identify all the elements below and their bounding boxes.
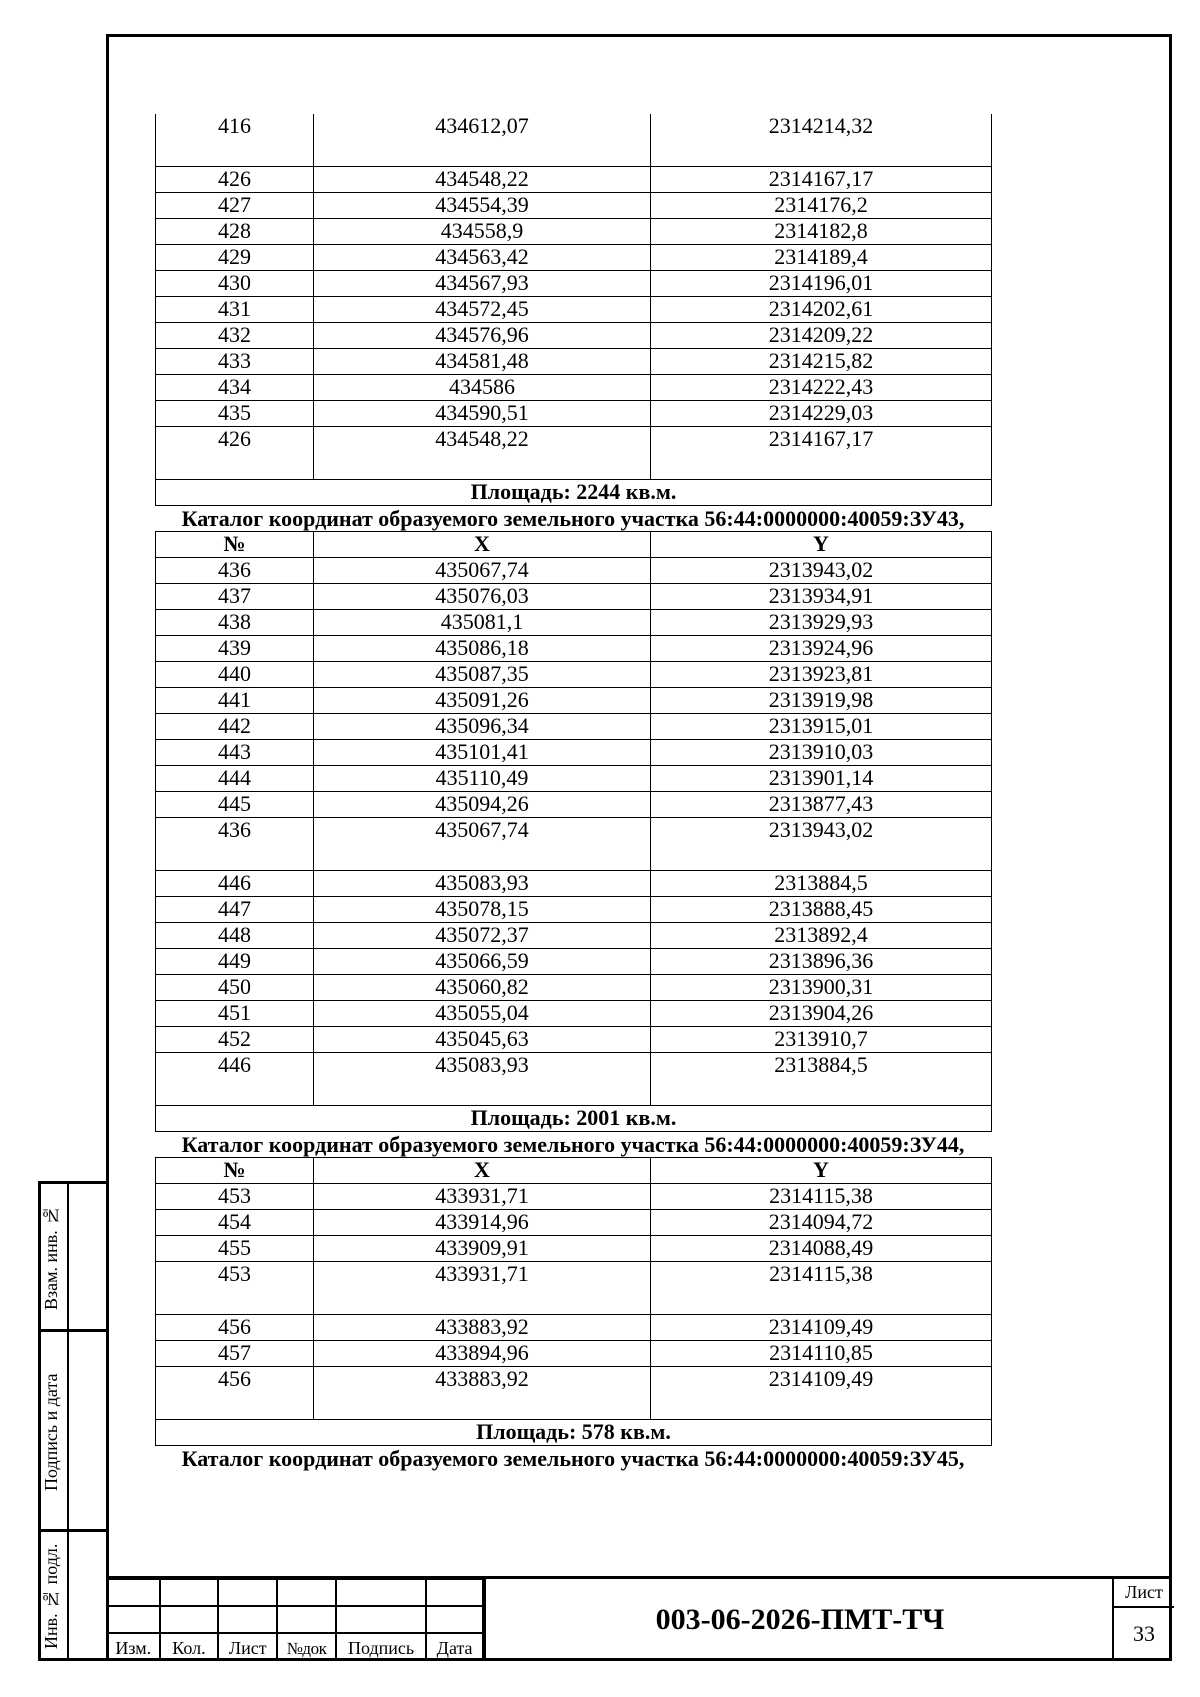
- coord-x: 435094,26: [314, 792, 651, 818]
- col-header-x: X: [314, 1158, 651, 1184]
- table-row: [156, 219, 992, 245]
- table-row: [156, 401, 992, 427]
- coord-y: 2313900,31: [651, 975, 992, 1001]
- coord-y: 2313877,43: [651, 792, 992, 818]
- revision-labels-row: [107, 1633, 483, 1660]
- area-row: [156, 1106, 992, 1132]
- table-header-row: [156, 1158, 992, 1184]
- point-number: 454: [156, 1210, 314, 1236]
- coord-y: 2313910,7: [651, 1027, 992, 1053]
- table-row: [156, 897, 992, 923]
- area-row: [156, 1420, 992, 1446]
- coord-y: 2314109,49: [651, 1367, 992, 1420]
- coord-y: 2313943,02: [651, 558, 992, 584]
- area-total: Площадь: 578 кв.м.: [156, 1420, 992, 1446]
- col-header-y: Y: [651, 1158, 992, 1184]
- coord-y: 2314094,72: [651, 1210, 992, 1236]
- point-number: 445: [156, 792, 314, 818]
- table-row: [156, 1236, 992, 1262]
- coord-y: 2314229,03: [651, 401, 992, 427]
- document-code: 003-06-2026-ПМТ-ТЧ: [484, 1578, 1114, 1661]
- table-row: [156, 297, 992, 323]
- table-row: [156, 1367, 992, 1420]
- label-izm: Изм.: [107, 1633, 160, 1660]
- point-number: 441: [156, 688, 314, 714]
- table-row: [156, 375, 992, 401]
- coord-x: 435045,63: [314, 1027, 651, 1053]
- label-kol: Кол.: [160, 1633, 219, 1660]
- coord-y: 2313901,14: [651, 766, 992, 792]
- table-row: [156, 949, 992, 975]
- coord-x: 435083,93: [314, 871, 651, 897]
- side-stamp: [38, 1181, 106, 1661]
- coord-x: 435072,37: [314, 923, 651, 949]
- table-row: [156, 662, 992, 688]
- coord-x: 435101,41: [314, 740, 651, 766]
- point-number: 416: [156, 114, 314, 167]
- point-number: 432: [156, 323, 314, 349]
- catalog-caption: Каталог координат образуемого земельного участка 56:44:0000000:40059:ЗУ45,: [181, 1446, 965, 1471]
- label-podpis: Подпись: [336, 1633, 426, 1660]
- point-number: 430: [156, 271, 314, 297]
- point-number: 440: [156, 662, 314, 688]
- catalog-caption: Каталог координат образуемого земельного участка 56:44:0000000:40059:ЗУ44,: [181, 1132, 965, 1157]
- coord-y: 2314222,43: [651, 375, 992, 401]
- point-number: 452: [156, 1027, 314, 1053]
- col-header-number: №: [156, 532, 314, 558]
- table-row: [156, 349, 992, 375]
- coord-y: 2313896,36: [651, 949, 992, 975]
- table-row: [156, 610, 992, 636]
- coord-y: 2314209,22: [651, 323, 992, 349]
- point-number: 456: [156, 1315, 314, 1341]
- point-number: 456: [156, 1367, 314, 1420]
- coord-y: 2313923,81: [651, 662, 992, 688]
- point-number: 438: [156, 610, 314, 636]
- coord-y: 2313934,91: [651, 584, 992, 610]
- table-row: [156, 792, 992, 818]
- table-row: [156, 584, 992, 610]
- title-block: [106, 1578, 1172, 1661]
- point-number: 426: [156, 427, 314, 480]
- point-number: 433: [156, 349, 314, 375]
- coord-x: 435083,93: [314, 1053, 651, 1106]
- table-header-row: [156, 532, 992, 558]
- point-number: 428: [156, 219, 314, 245]
- point-number: 446: [156, 1053, 314, 1106]
- coord-x: 434563,42: [314, 245, 651, 271]
- coords-table-2: [155, 531, 992, 1132]
- label-list: Лист: [218, 1633, 277, 1660]
- table-row: [156, 871, 992, 897]
- table-row: [156, 245, 992, 271]
- coord-x: 434612,07: [314, 114, 651, 167]
- coord-y: 2313904,26: [651, 1001, 992, 1027]
- point-number: 446: [156, 871, 314, 897]
- coord-x: 434558,9: [314, 219, 651, 245]
- coord-x: 435060,82: [314, 975, 651, 1001]
- coords-table-1: [155, 114, 992, 506]
- side-label-inv: Инв. № подл.: [41, 1543, 61, 1650]
- area-total: Площадь: 2001 кв.м.: [156, 1106, 992, 1132]
- label-ndok: №док: [277, 1633, 336, 1660]
- point-number: 439: [156, 636, 314, 662]
- coord-x: 435066,59: [314, 949, 651, 975]
- side-cell-podpis: [41, 1332, 106, 1532]
- side-label-vzam: Взам. инв. №: [41, 1205, 61, 1311]
- coord-y: 2314189,4: [651, 245, 992, 271]
- table-row: [156, 1001, 992, 1027]
- coord-y: 2313892,4: [651, 923, 992, 949]
- coord-y: 2314115,38: [651, 1184, 992, 1210]
- coord-x: 434548,22: [314, 427, 651, 480]
- coord-x: 435087,35: [314, 662, 651, 688]
- coord-x: 435055,04: [314, 1001, 651, 1027]
- coord-x: 435096,34: [314, 714, 651, 740]
- table-row: [156, 923, 992, 949]
- area-total: Площадь: 2244 кв.м.: [156, 480, 992, 506]
- coord-x: 435086,18: [314, 636, 651, 662]
- point-number: 429: [156, 245, 314, 271]
- document-body: [155, 114, 991, 1471]
- table-row: [156, 714, 992, 740]
- coord-x: 434590,51: [314, 401, 651, 427]
- coord-x: 435091,26: [314, 688, 651, 714]
- table-row: [156, 636, 992, 662]
- table-row: [156, 558, 992, 584]
- table-row: [156, 167, 992, 193]
- coord-y: 2313919,98: [651, 688, 992, 714]
- table-row: [156, 1341, 992, 1367]
- coord-y: 2314088,49: [651, 1236, 992, 1262]
- coord-y: 2314214,32: [651, 114, 992, 167]
- table-row: [156, 1053, 992, 1106]
- coord-x: 433894,96: [314, 1341, 651, 1367]
- point-number: 453: [156, 1184, 314, 1210]
- point-number: 455: [156, 1236, 314, 1262]
- coord-x: 434576,96: [314, 323, 651, 349]
- point-number: 442: [156, 714, 314, 740]
- table-row: [156, 1262, 992, 1315]
- table-row: [156, 975, 992, 1001]
- revision-grid: [106, 1578, 484, 1661]
- coord-y: 2314115,38: [651, 1262, 992, 1315]
- area-row: [156, 480, 992, 506]
- table-row: [156, 818, 992, 871]
- coord-y: 2313943,02: [651, 818, 992, 871]
- table-row: [156, 688, 992, 714]
- table-row: [156, 427, 992, 480]
- coord-x: 435078,15: [314, 897, 651, 923]
- coord-y: 2314196,01: [651, 271, 992, 297]
- point-number: 427: [156, 193, 314, 219]
- coord-x: 434548,22: [314, 167, 651, 193]
- point-number: 457: [156, 1341, 314, 1367]
- coord-y: 2313884,5: [651, 871, 992, 897]
- point-number: 449: [156, 949, 314, 975]
- coord-y: 2314176,2: [651, 193, 992, 219]
- table-row: [156, 271, 992, 297]
- coord-y: 2313929,93: [651, 610, 992, 636]
- side-label-podpis: Подпись и дата: [41, 1373, 61, 1491]
- table-row: [156, 740, 992, 766]
- table-row: [156, 1210, 992, 1236]
- label-data: Дата: [426, 1633, 483, 1660]
- coord-x: 434572,45: [314, 297, 651, 323]
- coord-x: 433914,96: [314, 1210, 651, 1236]
- coord-x: 434554,39: [314, 193, 651, 219]
- table-row: [156, 766, 992, 792]
- point-number: 447: [156, 897, 314, 923]
- point-number: 448: [156, 923, 314, 949]
- coord-y: 2314182,8: [651, 219, 992, 245]
- coord-x: 434586: [314, 375, 651, 401]
- sheet-box: [1112, 1578, 1174, 1661]
- coord-x: 433883,92: [314, 1367, 651, 1420]
- table-row: [156, 1184, 992, 1210]
- point-number: 444: [156, 766, 314, 792]
- col-header-number: №: [156, 1158, 314, 1184]
- table-row: [156, 323, 992, 349]
- coord-y: 2313884,5: [651, 1053, 992, 1106]
- point-number: 435: [156, 401, 314, 427]
- coords-table-3: [155, 1157, 992, 1446]
- point-number: 451: [156, 1001, 314, 1027]
- point-number: 437: [156, 584, 314, 610]
- col-header-x: X: [314, 532, 651, 558]
- coord-x: 435076,03: [314, 584, 651, 610]
- sheet-number: 33: [1133, 1621, 1155, 1646]
- coord-y: 2313888,45: [651, 897, 992, 923]
- point-number: 436: [156, 558, 314, 584]
- point-number: 431: [156, 297, 314, 323]
- point-number: 443: [156, 740, 314, 766]
- coord-y: 2314167,17: [651, 427, 992, 480]
- coord-y: 2313915,01: [651, 714, 992, 740]
- coord-y: 2314202,61: [651, 297, 992, 323]
- coord-x: 433931,71: [314, 1184, 651, 1210]
- coord-x: 433931,71: [314, 1262, 651, 1315]
- coord-x: 434567,93: [314, 271, 651, 297]
- table-row: [156, 1027, 992, 1053]
- coord-y: 2314110,85: [651, 1341, 992, 1367]
- coord-x: 433883,92: [314, 1315, 651, 1341]
- point-number: 426: [156, 167, 314, 193]
- table-row: [156, 1315, 992, 1341]
- table-row: [156, 193, 992, 219]
- side-cell-vzam: [41, 1184, 106, 1332]
- coord-x: 435110,49: [314, 766, 651, 792]
- coord-x: 434581,48: [314, 349, 651, 375]
- coord-y: 2314167,17: [651, 167, 992, 193]
- point-number: 453: [156, 1262, 314, 1315]
- table-row: [156, 114, 992, 167]
- coord-x: 435067,74: [314, 818, 651, 871]
- point-number: 434: [156, 375, 314, 401]
- coord-x: 435081,1: [314, 610, 651, 636]
- sheet-label: Лист: [1114, 1578, 1174, 1608]
- coord-y: 2314109,49: [651, 1315, 992, 1341]
- point-number: 436: [156, 818, 314, 871]
- col-header-y: Y: [651, 532, 992, 558]
- coord-x: 435067,74: [314, 558, 651, 584]
- side-cell-inv: [41, 1532, 106, 1661]
- coord-x: 433909,91: [314, 1236, 651, 1262]
- point-number: 450: [156, 975, 314, 1001]
- catalog-caption: Каталог координат образуемого земельного участка 56:44:0000000:40059:ЗУ43,: [181, 506, 965, 531]
- coord-y: 2313924,96: [651, 636, 992, 662]
- coord-y: 2313910,03: [651, 740, 992, 766]
- coord-y: 2314215,82: [651, 349, 992, 375]
